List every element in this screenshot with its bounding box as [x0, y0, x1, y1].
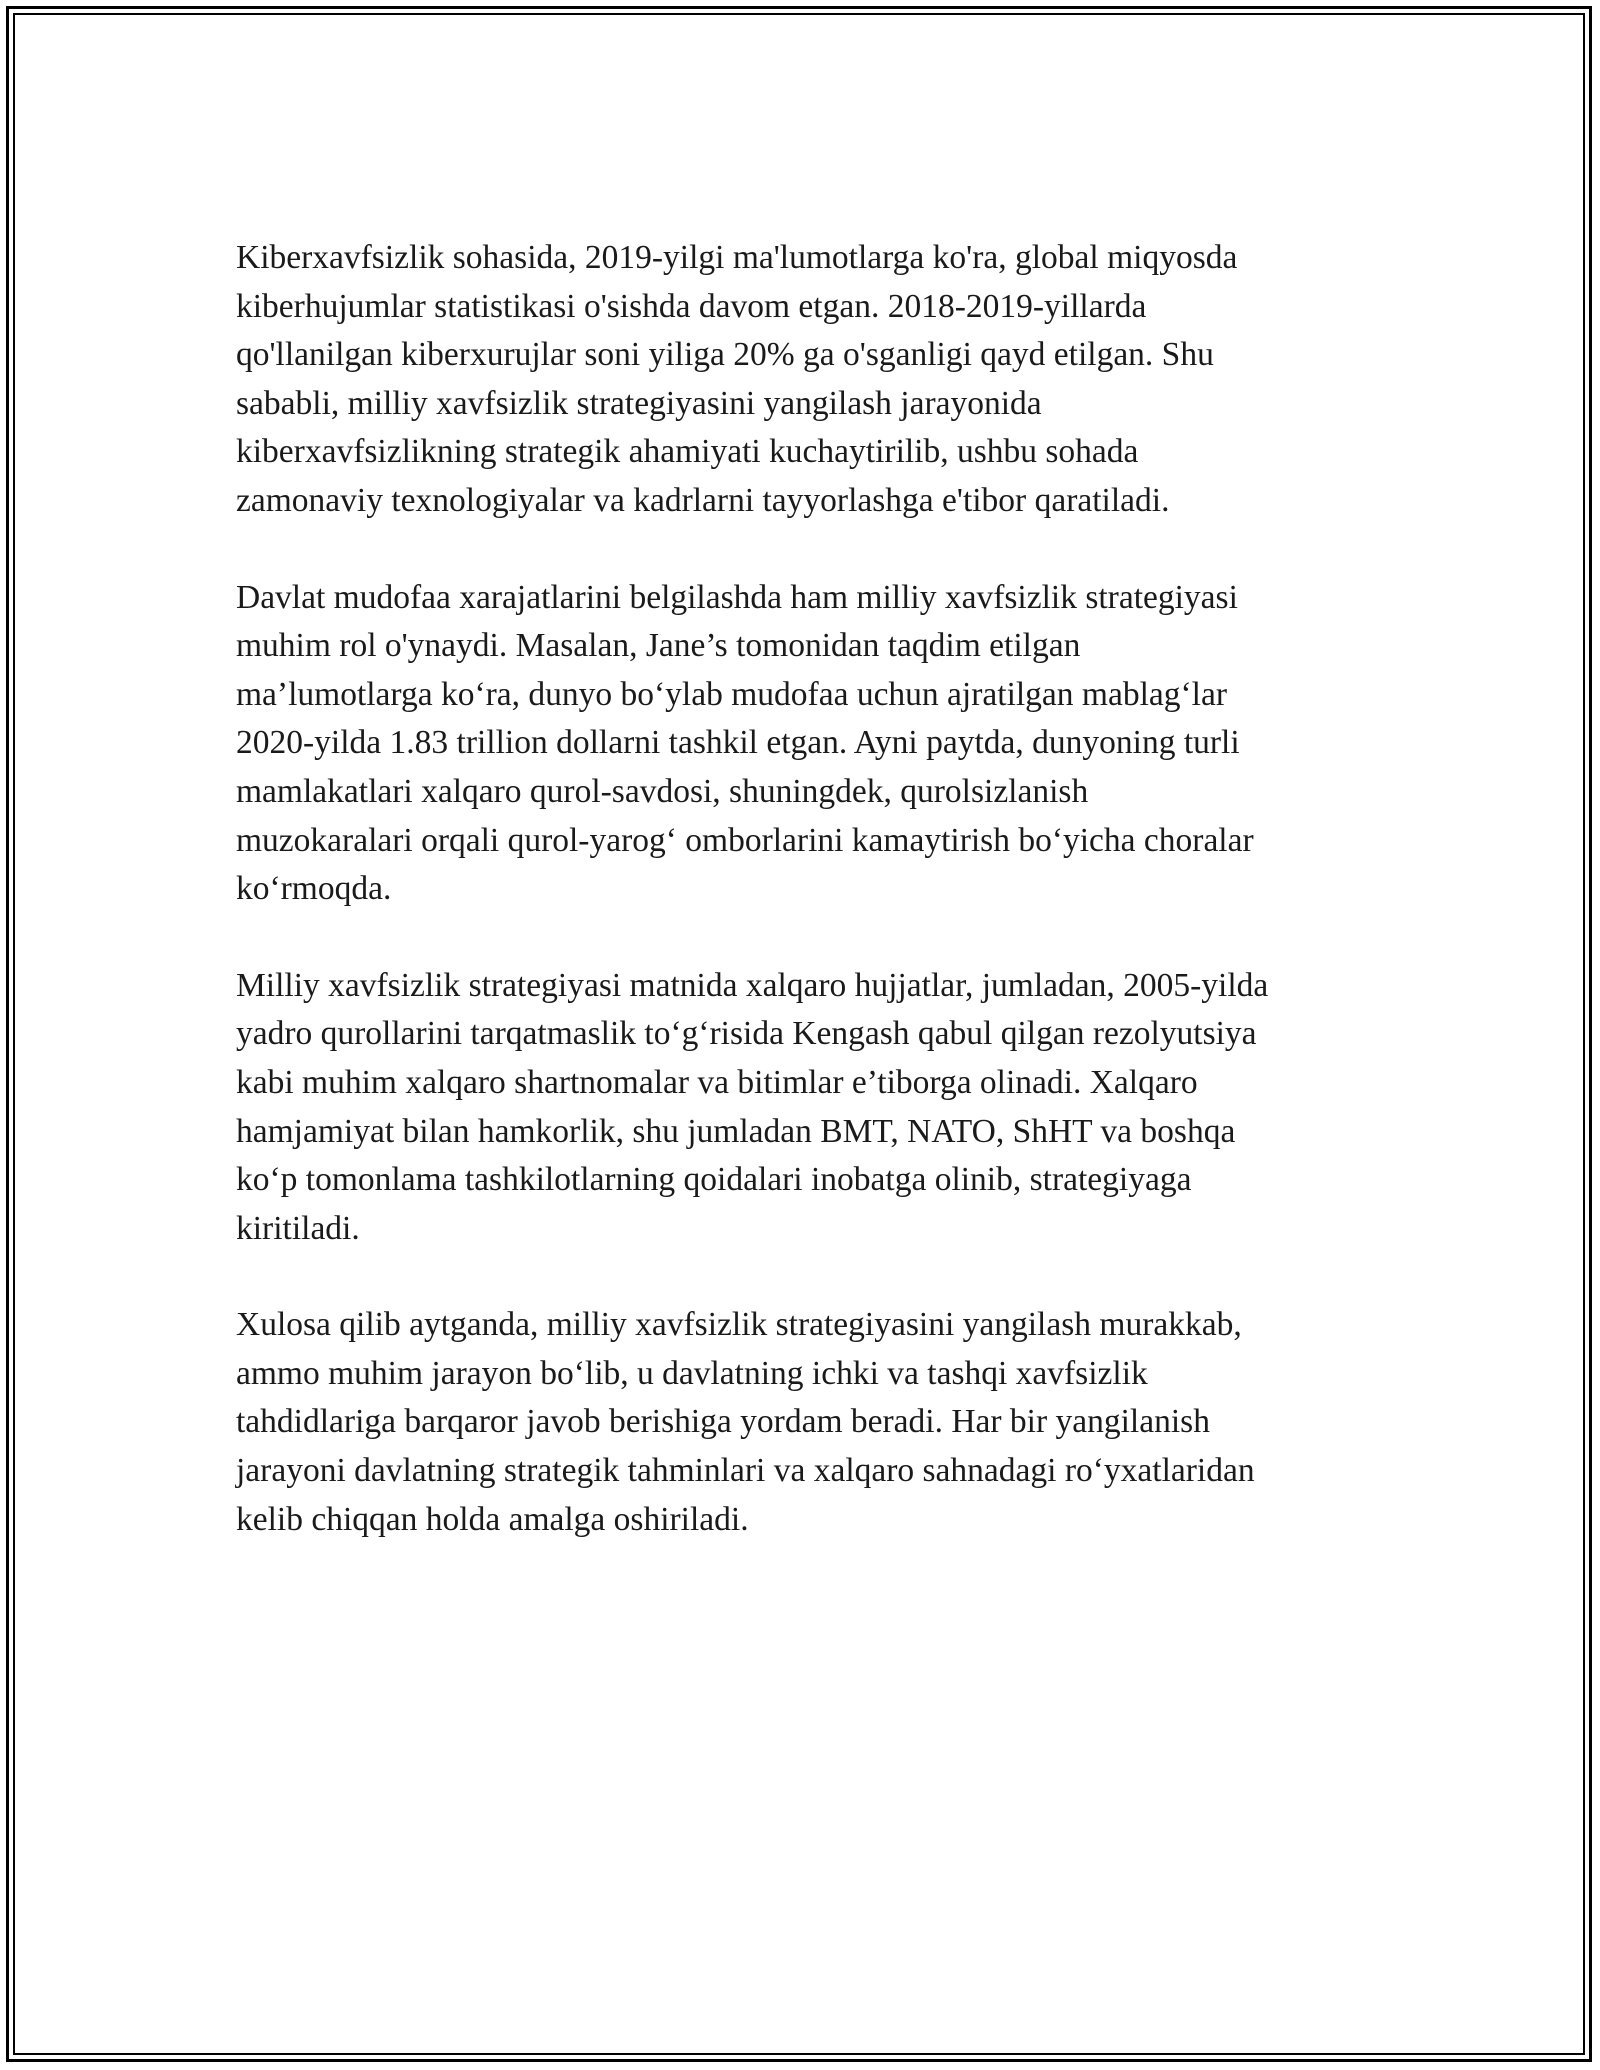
- document-body: [236, 234, 1386, 1592]
- paragraph-cybersecurity: Kiberxavfsizlik sohasida, 2019-yilgi ma'lumotlarga ko'ra, global miqyosda kiberhujumlar statistikasi o'sishda davom etgan. 2018-2019-yillarda qo'llanilgan kiberxurujlar soni yiliga 20% ga o'sganligi qayd etilgan. Shu sababli, milliy xavfsizlik strategiyasini yangilash jarayonida kiberxavfsizlikning strategik ahamiyati kuchaytirilib, ushbu sohada zamonaviy texnologiyalar va kadrlarni tayyorlashga e'tibor qaratiladi.: [236, 239, 1238, 519]
- paragraph-defense-spending: Davlat mudofaa xarajatlarini belgilashda ham milliy xavfsizlik strategiyasi muhim rol o'ynaydi. Masalan, Jane’s tomonidan taqdim etilgan ma’lumotlarga ko‘ra, dunyo bo‘ylab mudofaa uchun ajratilgan mablag‘lar 2020-yilda 1.83 trillion dollarni tashkil etgan. Ayni paytda, dunyoning turli mamlakatlari xalqaro qurol-savdosi, shuningdek, qurolsizlanish muzokaralari orqali qurol-yarog‘ omborlarini kamaytirish bo‘yicha choralar ko‘rmoqda.: [236, 578, 1254, 908]
- paragraph-international-documents: Milliy xavfsizlik strategiyasi matnida xalqaro hujjatlar, jumladan, 2005-yilda yadro qurollarini tarqatmaslik to‘g‘risida Kengash qabul qilgan rezolyutsiya kabi muhim xalqaro shartnomalar va bitimlar e’tiborga olinadi. Xalqaro hamjamiyat bilan hamkorlik, shu jumladan BMT, NATO, ShHT va boshqa ko‘p tomonlama tashkilotlarning qoidalari inobatga olinib, strategiyaga kiritiladi.: [236, 966, 1269, 1247]
- paragraph-conclusion: Xulosa qilib aytganda, milliy xavfsizlik strategiyasini yangilash murakkab, ammo muhim jarayon bo‘lib, u davlatning ichki va tashqi xavfsizlik tahdidlariga barqaror javob berishiga yordam beradi. Har bir yangilanish jarayoni davlatning strategik tahminlari va xalqaro sahnadagi ro‘yxatlaridan kelib chiqqan holda amalga oshiriladi.: [236, 1306, 1255, 1538]
